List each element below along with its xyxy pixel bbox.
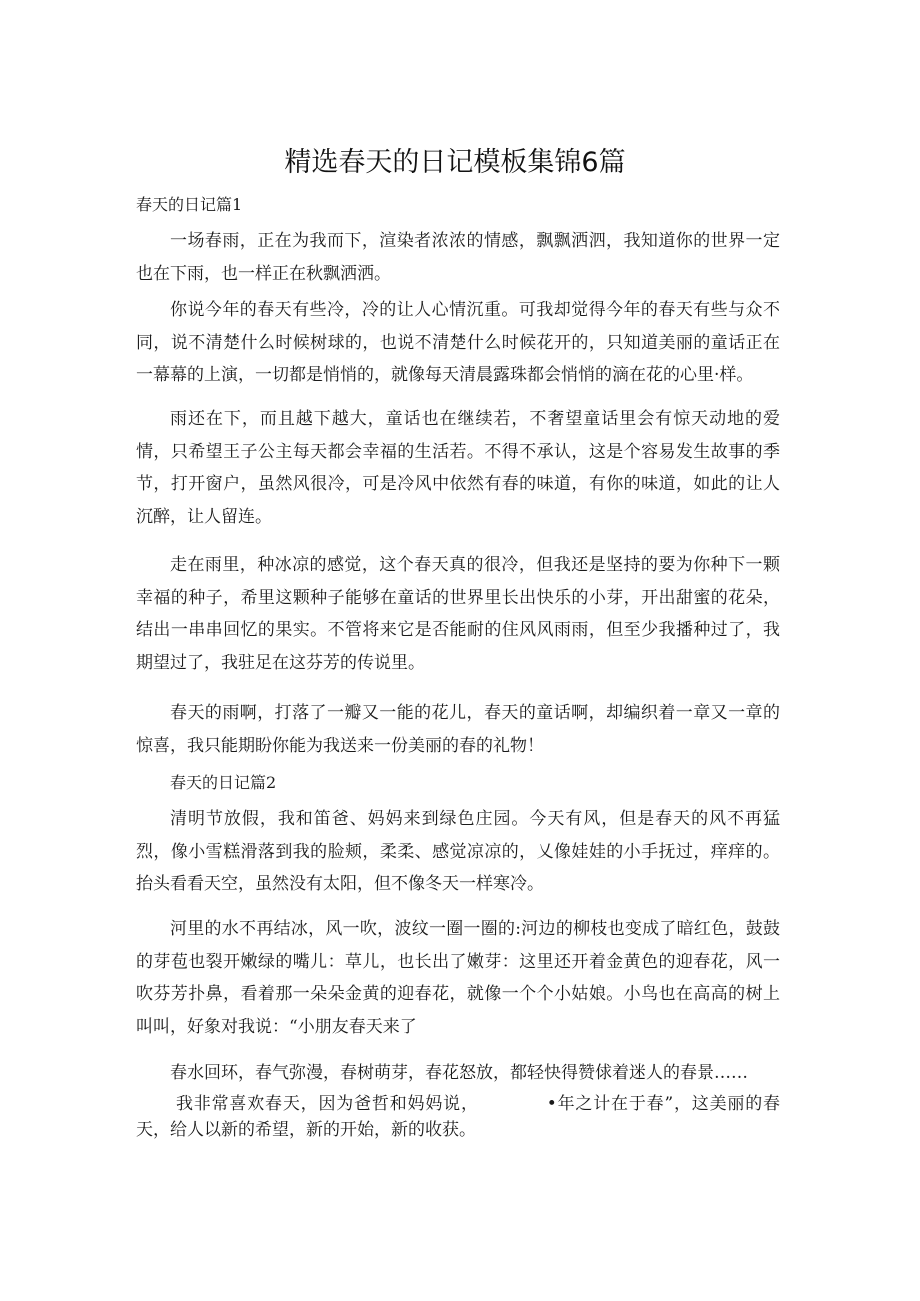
document-title: 精选春天的日记模板集锦6篇 bbox=[284, 147, 626, 178]
paragraph-2-1: 清明节放假，我和笛爸、妈妈来到绿色庄园。今天有风，但是春天的风不再猛烈，像小雪糕滑落到我的脸颊，柔柔、感觉凉凉的，乂像娃娃的小手抚过，痒痒的。抬头看看天空，虽然没有太阳，但不像冬天一样寒冷。 bbox=[136, 809, 780, 894]
paragraph-1-1: 一场春雨，正在为我而下，渲染者浓浓的情感，飘飘洒泗，我知道你的世界一定也在下雨，也一样正在秋飘洒洒。 bbox=[136, 231, 780, 284]
paragraph-2-2: 河里的水不再结冰，风一吹，波纹一圈一圈的:河边的柳枝也变成了暗红色，鼓鼓的芽苞也裂开嫩绿的嘴儿：草儿，也长出了嫩芽：这里还开着金黄色的迎春花，风一吹芬芳扑鼻，看着那一朵朵金黄的迎春花，就像一个个小姑娘。小鸟也在高高的树上叫叫，好象对我说：“小朋友春天来了 bbox=[136, 919, 780, 1037]
section-heading-2: 春天的日记篇2 bbox=[170, 773, 277, 792]
paragraph-2-4-part1: 我非常喜欢春天，因为爸哲和妈妈说， bbox=[176, 1094, 479, 1114]
paragraph-1-3: 雨还在下，而且越下越大，童话也在继续若，不奢望童话里会有惊天动地的爱情，只希望王子公主每天都会幸福的生活若。不得不承认，这是个容易发生故事的季节，打开窗户，虽然风很冷，可是冷风中依然有春的味道，有你的味道，如此的让人沉醉，让人留连。 bbox=[136, 409, 780, 527]
paragraph-1-4: 走在雨里，种冰凉的感觉，这个春天真的很冷，但我还是坚持的要为你种下一颗幸福的种子，希里这颗种子能够在童话的世界里长出快乐的小芽，开出甜蜜的花朵，结出一串串回忆的果实。不管将来它是否能耐的住风风雨雨，但至少我播种过了，我期望过了，我驻足在这芬芳的传说里。 bbox=[136, 555, 780, 673]
paragraph-1-5: 春天的雨啊，打落了一瓣又一能的花儿，春天的童话啊，却编织着一章又一章的惊喜，我只能期盼你能为我送来一份美丽的春的礼物！ bbox=[136, 703, 780, 756]
paragraph-2-4 bbox=[136, 1091, 780, 1143]
paragraph-2-4-part2: •年之计在于春”，这美丽的春天，给人以新的希望，新的开始，新的收获。 bbox=[136, 1094, 781, 1140]
paragraph-2-3: 春水回环，春气弥漫，春树萌芽，春花怒放，都轻快得赞俅着迷人的春景…… bbox=[170, 1063, 748, 1083]
section-heading-1: 春天的日记篇1 bbox=[136, 195, 243, 214]
paragraph-1-2: 你说今年的春天有些冷，冷的让人心情沉重。可我却觉得今年的春天有些与众不同，说不清楚什么时候树球的，也说不清楚什么时候花开的，只知道美丽的童话正在一幕幕的上演，一切都是悄悄的，就像每天清晨露珠都会悄悄的滴在花的心里·样。 bbox=[136, 300, 780, 385]
